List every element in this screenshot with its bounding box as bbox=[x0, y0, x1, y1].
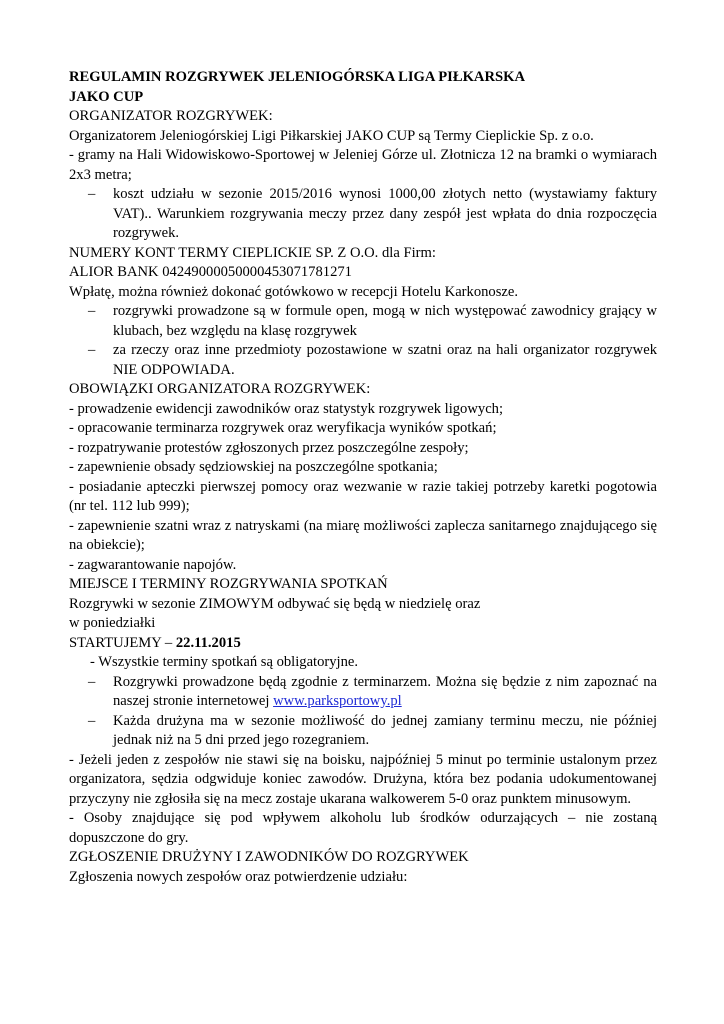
duty-item: - rozpatrywanie protestów zgłoszonych przez poszczególne zespoły; bbox=[69, 439, 469, 456]
bullet-marker: – bbox=[88, 303, 96, 319]
alcohol-text: - Osoby znajdujące się pod wpływem alkoholu lub środków odurzających – nie zostaną dopuszczone do gry. bbox=[69, 810, 657, 846]
website-link[interactable]: www.parksportowy.pl bbox=[273, 693, 402, 709]
start-line: STARTUJEMY – 22.11.2015 bbox=[69, 634, 241, 651]
schedule-text: Rozgrywki w sezonie ZIMOWYM odbywać się będą w niedzielę oraz w poniedziałki bbox=[69, 595, 481, 631]
duty-item: - posiadanie apteczki pierwszej pomocy oraz wezwanie w razie takiej potrzeby karetki pogotowia (nr tel. 112 lub 999); bbox=[69, 478, 657, 514]
organizer-heading: ORGANIZATOR ROZGRYWEK: bbox=[69, 108, 273, 124]
account-number: ALIOR BANK 04249000050000453071781271 bbox=[69, 264, 352, 280]
schedule-heading: MIEJSCE I TERMINY ROZGRYWANIA SPOTKAŃ bbox=[69, 576, 388, 592]
duty-item: - opracowanie terminarza rozgrywek oraz weryfikacja wyników spotkań; bbox=[69, 420, 497, 436]
timetable-bullet: – Rozgrywki prowadzone będą zgodnie z terminarzem. Można się będzie z nim zapoznać na naszej stronie internetowej www.parksportowy.pl bbox=[88, 673, 657, 709]
cost-bullet: – koszt udziału w sezonie 2015/2016 wynosi 1000,00 złotych netto (wystawiamy faktury VAT).. Warunkiem rozgrywania meczy przez dany zespół jest wpłata do dnia rozpoczęcia rozgrywek. bbox=[88, 186, 657, 241]
bullet-marker: – bbox=[88, 186, 96, 202]
start-date: 22.11.2015 bbox=[175, 634, 241, 651]
bullet-marker: – bbox=[88, 712, 96, 729]
cash-payment-text: Wpłatę, można również dokonać gotówkowo w recepcji Hotelu Karkonosze. bbox=[69, 283, 519, 300]
organizer-text: Organizatorem Jeleniogórskiej Ligi Piłkarskiej JAKO CUP są Termy Cieplickie Sp. z o.o. bbox=[69, 127, 594, 144]
duty-item: - zapewnienie szatni wraz z natryskami (na miarę możliwości zaplecza sanitarnego znajdującego się na obiekcie); bbox=[69, 517, 657, 553]
duty-item: - zagwarantowanie napojów. bbox=[69, 556, 237, 573]
walkover-text: - Jeżeli jeden z zespołów nie stawi się na boisku, najpóźniej 5 minut po terminie ustalonym przez organizatora, sędzia odgwiduje koniec zawodów. Drużyna, która bez podania udokumentowanej przyczyny nie zgłosiła się na mecz zostaje ukarana walkowerem 5-0 oraz punktem minusowym. bbox=[69, 751, 657, 807]
accounts-heading: NUMERY KONT TERMY CIEPLICKIE SP. Z O.O. dla Firm: bbox=[69, 244, 436, 261]
obligatory-text: - Wszystkie terminy spotkań są obligatoryjne. bbox=[90, 654, 359, 670]
open-format-bullet: – rozgrywki prowadzone są w formule open, mogą w nich występować zawodnicy grający w klubach, bez względu na klasę rozgrywek bbox=[88, 303, 657, 339]
duties-heading: OBOWIĄZKI ORGANIZATORA ROZGRYWEK: bbox=[69, 381, 371, 397]
duty-item: - zapewnienie obsady sędziowskiej na poszczególne spotkania; bbox=[69, 459, 438, 475]
document-page bbox=[69, 68, 657, 887]
left-items-bullet: – za rzeczy oraz inne przedmioty pozostawione w szatni oraz na hali organizator rozgrywek NIE ODPOWIADA. bbox=[88, 342, 657, 378]
bullet-marker: – bbox=[88, 673, 96, 690]
date-change-bullet: – Każda drużyna ma w sezonie możliwość do jednej zamiany terminu meczu, nie później jednak niż na 5 dni przed jego rozegraniem. bbox=[88, 712, 657, 748]
bullet-marker: – bbox=[88, 342, 96, 358]
duty-item: - prowadzenie ewidencji zawodników oraz statystyk rozgrywek ligowych; bbox=[69, 400, 504, 417]
registration-heading: ZGŁOSZENIE DRUŻYNY I ZAWODNIKÓW DO ROZGRYWEK bbox=[69, 849, 469, 865]
venue-text: - gramy na Hali Widowiskowo-Sportowej w Jeleniej Górze ul. Złotnicza 12 na bramki o wymiarach 2x3 metra; bbox=[69, 147, 657, 183]
registration-text: Zgłoszenia nowych zespołów oraz potwierdzenie udziału: bbox=[69, 868, 408, 885]
document-title: REGULAMIN ROZGRYWEK JELENIOGÓRSKA LIGA PIŁKARSKA JAKO CUP bbox=[69, 69, 526, 105]
